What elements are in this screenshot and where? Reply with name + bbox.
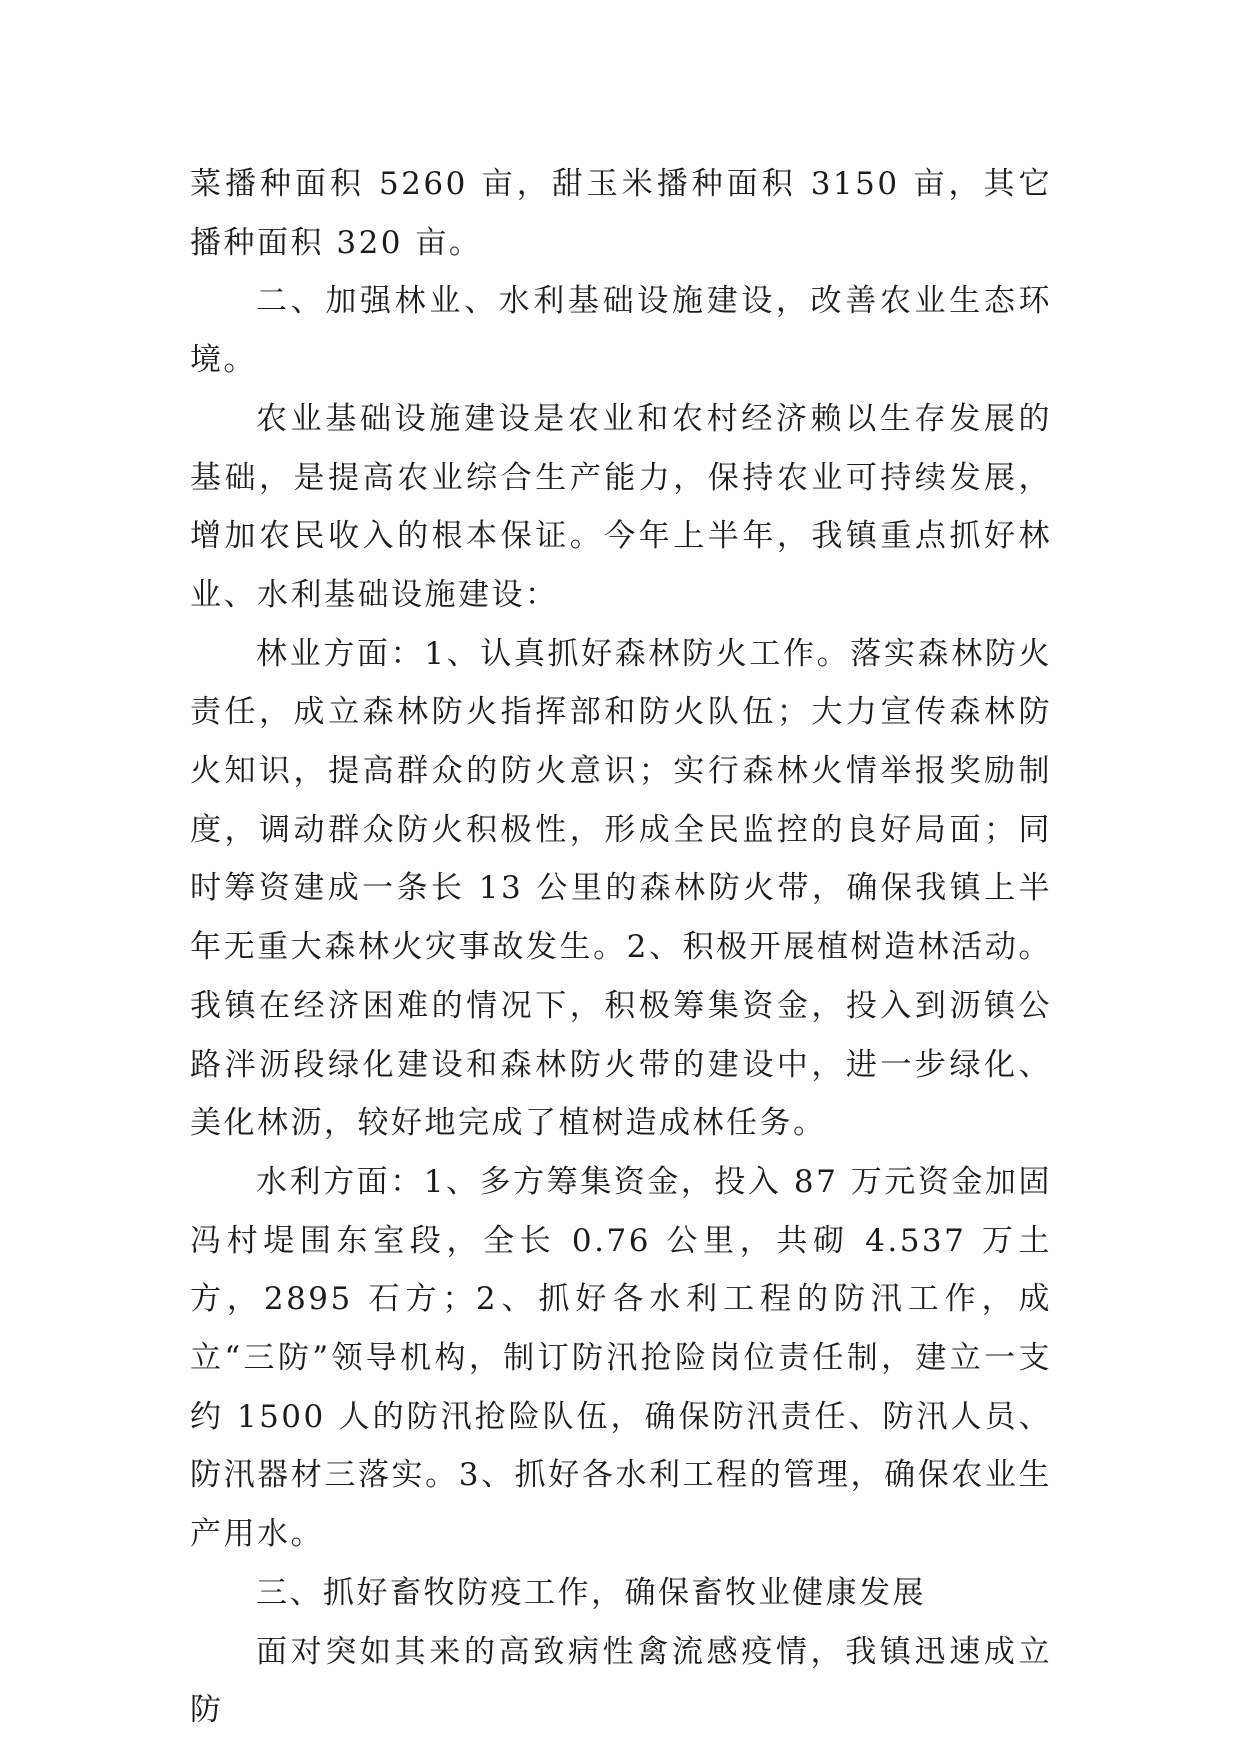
paragraph-infrastructure: 农业基础设施建设是农业和农村经济赖以生存发展的基础，是提高农业综合生产能力，保持农业可持续发展，增加农民收入的根本保证。今年上半年，我镇重点抓好林业、水利基础设施建设： — [190, 400, 1052, 613]
paragraph-water-conservancy: 水利方面：1、多方筹集资金，投入 87 万元资金加固冯村堤围东室段，全长 0.76 公里，共砌 4.537 万土方，2895 石方；2、抓好各水利工程的防汛工作，成立“三防”领导机构，制订防汛抢险岗位责任制，建立一支约 1500 人的防汛抢险队伍，确保防汛责任、防汛人员、防汛器材三落实。3、抓好各水利工程的管理，确保农业生产用水。 — [190, 1163, 1052, 1553]
paragraph-epidemic: 面对突如其来的高致病性禽流感疫情，我镇迅速成立防 — [190, 1633, 1052, 1729]
paragraph-forestry: 林业方面：1、认真抓好森林防火工作。落实森林防火责任，成立森林防火指挥部和防火队伍；大力宣传森林防火知识，提高群众的防火意识；实行森林火情举报奖励制度，调动群众防火积极性，形成全民监控的良好局面；同时筹资建成一条长 13 公里的森林防火带，确保我镇上半年无重大森林火灾事故发生。2、积极开展植树造林活动。我镇在经济困难的情况下，积极筹集资金，投入到沥镇公路泮沥段绿化建设和森林防火带的建设中，进一步绿化、美化林沥，较好地完成了植树造成林任务。 — [190, 635, 1052, 1142]
section-heading-3: 三、抓好畜牧防疫工作，确保畜牧业健康发展 — [256, 1574, 926, 1611]
document-body — [190, 155, 1052, 1740]
section-heading-2: 二、加强林业、水利基础设施建设，改善农业生态环境。 — [190, 283, 1052, 379]
paragraph-continuation: 菜播种面积 5260 亩，甜玉米播种面积 3150 亩，其它播种面积 320 亩。 — [190, 166, 1052, 261]
